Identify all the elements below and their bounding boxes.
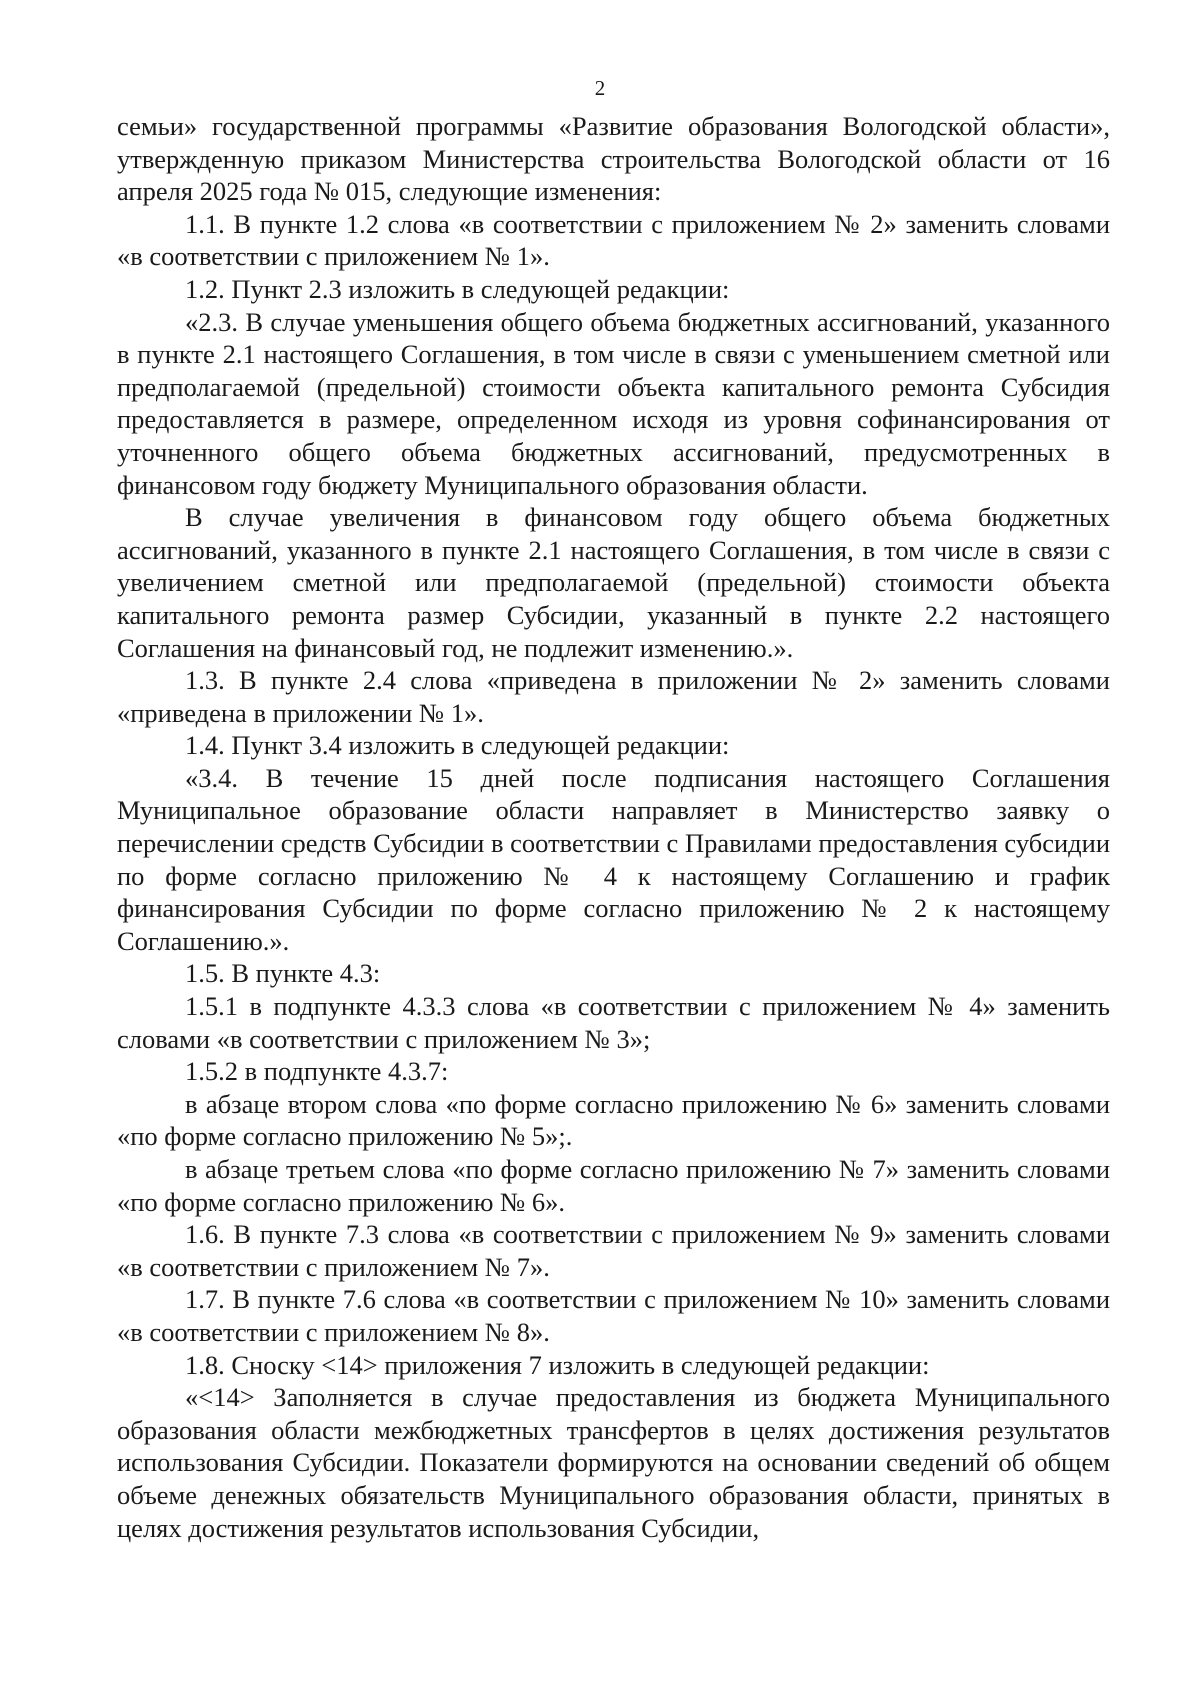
paragraph-1-2: 1.2. Пункт 2.3 изложить в следующей редакции: xyxy=(185,273,730,304)
paragraph-1-7: 1.7. В пункте 7.6 слова «в соответствии с приложением № 10» заменить словами «в соответствии с приложением № 8». xyxy=(117,1284,1110,1347)
paragraph-1-5: 1.5. В пункте 4.3: xyxy=(185,958,381,989)
paragraph-1-5-2: 1.5.2 в подпункте 4.3.7: xyxy=(185,1056,449,1087)
paragraph-1-5-2-third: в абзаце третьем слова «по форме согласно приложению № 7» заменить словами «по форме согласно приложению № 6». xyxy=(117,1154,1110,1217)
paragraph-1-3: 1.3. В пункте 2.4 слова «приведена в приложении № 2» заменить словами «приведена в приложении № 1». xyxy=(117,665,1110,728)
page-number: 2 xyxy=(594,76,606,100)
paragraph-footnote-14-quote: «<14> Заполняется в случае предоставления из бюджета Муниципального образования области межбюджетных трансфертов в целях достижения результатов использования Субсидии. Показатели формируются на основании сведений об общем объеме денежных обязательств Муниципального образования области, принятых в целях достижения результатов использования Субсидии, xyxy=(117,1382,1110,1543)
paragraph-1-4: 1.4. Пункт 3.4 изложить в следующей редакции: xyxy=(185,730,730,761)
paragraph-1-5-2-second: в абзаце втором слова «по форме согласно приложению № 6» заменить словами «по форме согласно приложению № 5»;. xyxy=(117,1088,1110,1152)
paragraph-1-5-1: 1.5.1 в подпункте 4.3.3 слова «в соответствии с приложением № 4» заменить словами «в соответствии с приложением № 3»; xyxy=(117,991,1110,1054)
paragraph-2-3-quote: «2.3. В случае уменьшения общего объема бюджетных ассигнований, указанного в пункте 2.1 настоящего Соглашения, в том числе в связи с уменьшением сметной или предполагаемой (предельной) стоимости объекта капитального ремонта Субсидия предоставляется в размере, определенном исходя из уровня софинансирования от уточненного общего объема бюджетных ассигнований, предусмотренных в финансовом году бюджету Муниципального образования области. xyxy=(117,306,1110,500)
document-body xyxy=(117,110,1110,1544)
paragraph-2-3-quote-continued: В случае увеличения в финансовом году общего объема бюджетных ассигнований, указанного в пункте 2.1 настоящего Соглашения, в том числе в связи с увеличением сметной или предполагаемой (предельной) стоимости объекта капитального ремонта размер Субсидии, указанный в пункте 2.2 настоящего Соглашения на финансовый год, не подлежит изменению.». xyxy=(117,502,1110,663)
paragraph-3-4-quote: «3.4. В течение 15 дней после подписания настоящего Соглашения Муниципальное образование области направляет в Министерство заявку о перечислении средств Субсидии в соответствии с Правилами предоставления субсидии по форме согласно приложению № 4 к настоящему Соглашению и график финансирования Субсидии по форме согласно приложению № 2 к настоящему Соглашению.». xyxy=(117,762,1110,956)
paragraph-1-6: 1.6. В пункте 7.3 слова «в соответствии с приложением № 9» заменить словами «в соответствии с приложением № 7». xyxy=(117,1219,1110,1282)
paragraph-1-1: 1.1. В пункте 1.2 слова «в соответствии с приложением № 2» заменить словами «в соответствии с приложением № 1». xyxy=(117,208,1110,272)
paragraph-1-8: 1.8. Сноску <14> приложения 7 изложить в следующей редакции: xyxy=(185,1349,930,1380)
paragraph-intro-continuation: семьи» государственной программы «Развитие образования Вологодской области», утвержденную приказом Министерства строительства Вологодской области от 16 апреля 2025 года № 015, следующие изменения: xyxy=(117,111,1110,207)
